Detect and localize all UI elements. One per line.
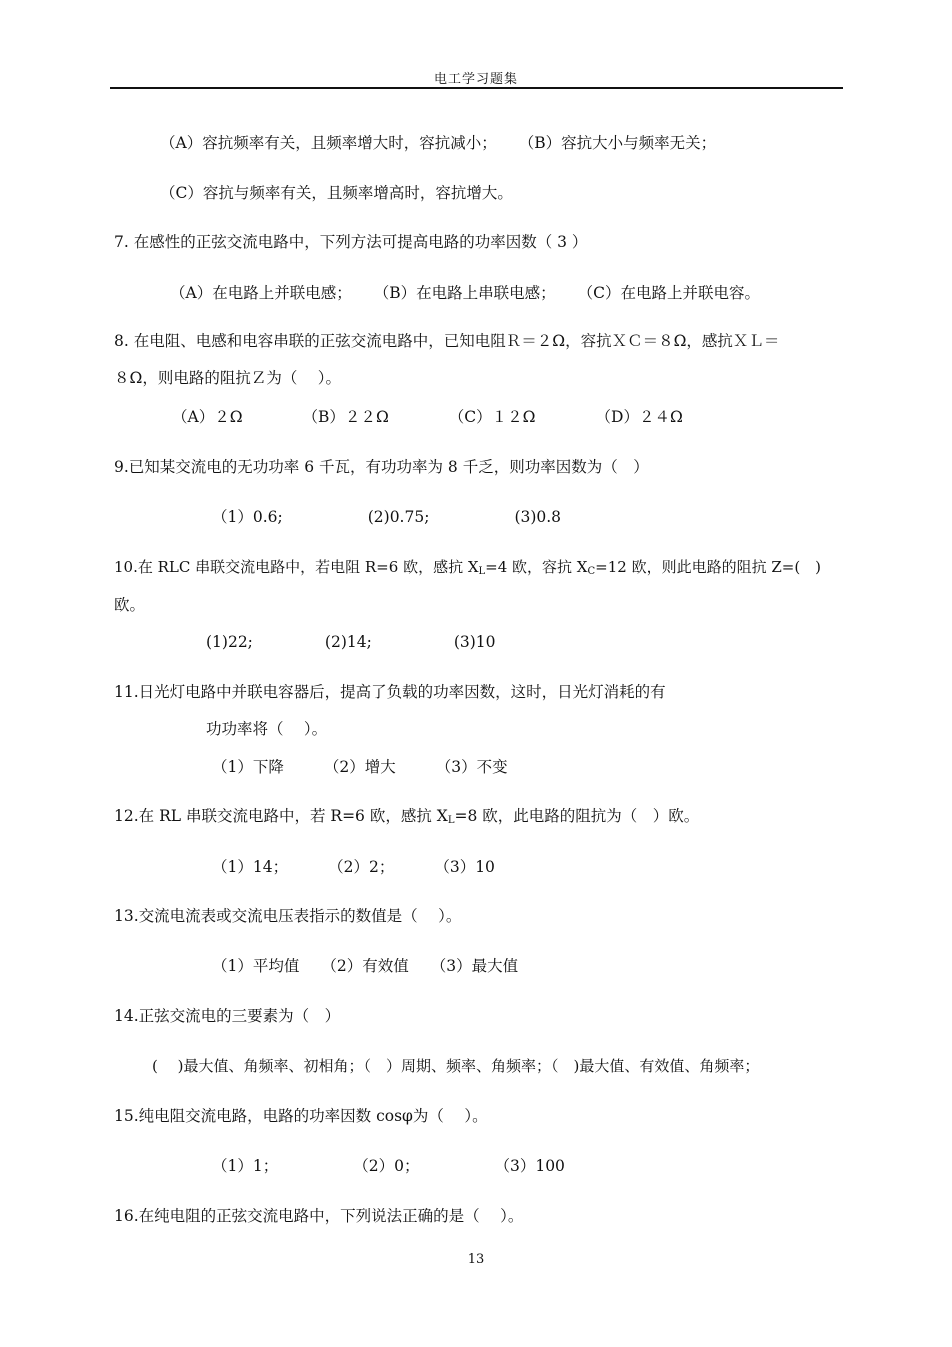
q6-option-c: （C）容抗与频率有关，且频率增高时，容抗增大。 (160, 184, 513, 202)
question-7: 7. 在感性的正弦交流电路中，下列方法可提高电路的功率因数（ 3 ） (114, 233, 588, 251)
question-14: 14.正弦交流电的三要素为（ ） (114, 1007, 341, 1025)
page-number: 13 (467, 1252, 485, 1267)
q7-option-c: （C）在电路上并联电容。 (577, 284, 760, 302)
q10-option-1: (1)22; (206, 633, 253, 651)
question-13: 13.交流电流表或交流电压表指示的数值是（ ）。 (114, 907, 462, 925)
q12-option-1: （1）14； (212, 858, 289, 876)
q7-options (170, 283, 760, 303)
q11-option-3: （3）不变 (435, 758, 508, 776)
q10-option-3: (3)10 (453, 633, 496, 651)
page-header-title: 电工学习题集 (433, 72, 518, 87)
q11-options (212, 757, 508, 777)
question-12: 12.在 RL 串联交流电路中，若 R=6 欧，感抗 $X_L=8$ 欧，此电路的阻抗为（ ）欧。 (114, 807, 700, 826)
q6-option-a: （A）容抗频率有关，且频率增大时，容抗减小； (160, 134, 497, 152)
q7-option-b: （B）在电路上串联电感； (373, 284, 556, 302)
q15-option-3: （3）100 (494, 1157, 565, 1175)
q8-options (172, 407, 683, 427)
question-10-cont: 欧。 (114, 596, 146, 614)
q13-options (212, 956, 518, 976)
question-16: 16.在纯电阻的正弦交流电路中，下列说法正确的是（ ）。 (114, 1207, 524, 1225)
q12-option-2: （2）2； (328, 858, 395, 876)
q7-option-a: （A）在电路上并联电感； (170, 284, 352, 302)
q9-option-3: (3)0.8 (514, 508, 562, 526)
q15-options (212, 1156, 565, 1176)
q10-option-2: (2)14; (324, 633, 372, 651)
header-rule (110, 87, 843, 89)
q9-option-2: (2)0.75; (367, 508, 430, 526)
q8-option-b: （B）２２Ω (302, 408, 389, 426)
q14-options: ( )最大值、角频率、初相角；（ ）周期、频率、角频率；（ )最大值、有效值、角频率； (152, 1057, 760, 1075)
q6-option-b: （B）容抗大小与频率无关； (518, 134, 717, 152)
question-15: 15.纯电阻交流电路，电路的功率因数 cosφ为（ ）。 (114, 1107, 488, 1125)
q11-option-2: （2）增大 (323, 758, 396, 776)
q13-option-1: （1）平均值 (212, 957, 300, 975)
q13-option-2: （2）有效值 (321, 957, 409, 975)
q15-option-1: （1）1； (212, 1157, 279, 1175)
question-8: 8. 在电阻、电感和电容串联的正弦交流电路中，已知电阻Ｒ＝２Ω，容抗ＸＣ＝８Ω，感抗ＸＬ＝ (114, 332, 780, 350)
q9-options (212, 507, 561, 527)
question-8-cont: ８Ω，则电路的阻抗Ｚ为（ ）。 (114, 369, 342, 387)
q9-option-1: （1）0.6; (212, 508, 283, 526)
q8-option-a: （A）２Ω (172, 408, 243, 426)
q8-option-d: （D）２４Ω (595, 408, 683, 426)
q6-options-ab (160, 133, 716, 153)
q8-option-c: （C）１２Ω (448, 408, 536, 426)
q11-option-1: （1）下降 (212, 758, 284, 776)
question-10: 10.在 RLC 串联交流电路中，若电阻 R=6 欧，感抗 $X_L=4$ 欧，容抗 $X_C=12$ 欧，则此电路的阻抗 Z=( ) (114, 558, 822, 577)
q13-option-3: （3）最大值 (430, 957, 519, 975)
question-9: 9.已知某交流电的无功功率 6 千瓦，有功功率为 8 千乏，则功率因数为（ ） (114, 458, 649, 476)
q12-option-3: （3）10 (434, 858, 495, 876)
q12-options (212, 857, 495, 877)
q15-option-2: （2）0； (353, 1157, 420, 1175)
question-11: 11.日光灯电路中并联电容器后，提高了负载的功率因数，这时，日光灯消耗的有 (114, 683, 666, 701)
question-11-cont: 功功率将（ ）。 (206, 720, 328, 738)
q10-options (206, 632, 496, 652)
